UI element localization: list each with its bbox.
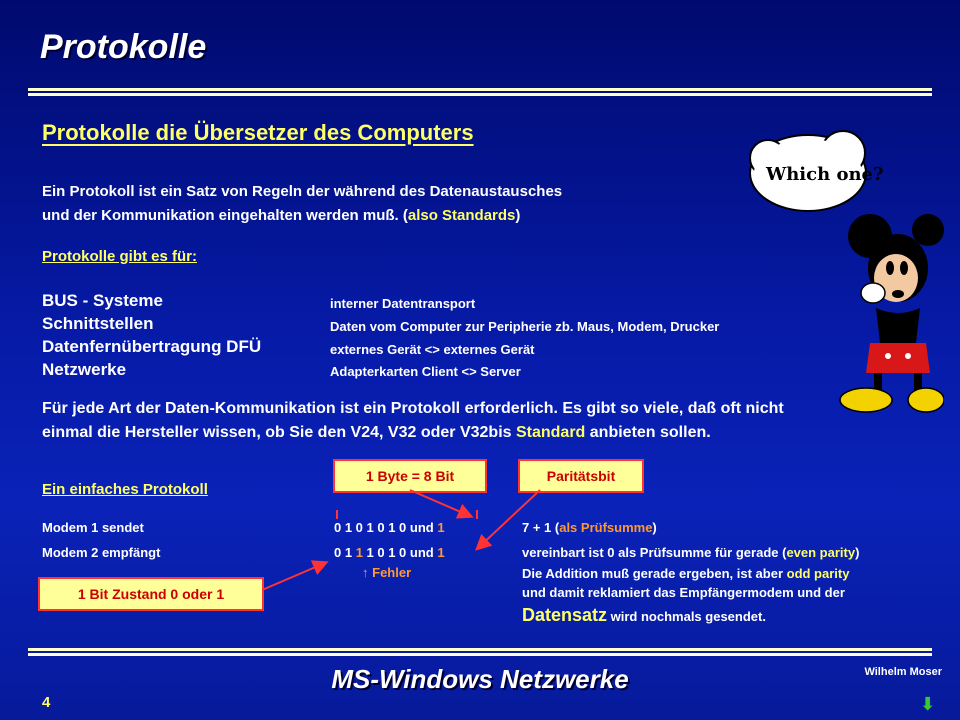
modem1-bits: 0 1 0 1 0 1 0 und 1 <box>334 520 445 535</box>
desc-schnittstellen: Daten vom Computer zur Peripherie zb. Maus, Modem, Drucker <box>330 319 720 334</box>
shoe <box>908 388 944 412</box>
footer-title: MS-Windows Netzwerke <box>331 664 629 694</box>
section-heading: Protokolle die Übersetzer des Computers <box>42 120 474 145</box>
cloud-text: Which one? <box>766 164 884 185</box>
intro-line-2: und der Kommunikation eingehalten werden muß. (also Standards) <box>42 207 521 224</box>
bit-callout: 1 Bit Zustand 0 oder 1 <box>38 577 264 611</box>
author-name: Wilhelm Moser <box>864 666 942 678</box>
next-arrow-icon[interactable]: ⬇ <box>920 694 936 714</box>
bit-arrow <box>262 563 325 590</box>
term-schnittstellen: Schnittstellen <box>42 314 154 333</box>
modem1-note: 7 + 1 (als Prüfsumme) <box>522 520 657 535</box>
button <box>885 353 891 359</box>
modem2-bits: 0 1 1 1 0 1 0 und 1 <box>334 545 445 560</box>
desc-dfue: externes Gerät <> externes Gerät <box>330 342 535 357</box>
protocols-for-heading: Protokolle gibt es für: <box>42 248 198 265</box>
modem2-label: Modem 2 empfängt <box>42 545 161 560</box>
modem1-label: Modem 1 sendet <box>42 520 144 535</box>
modem2-note: vereinbart ist 0 als Prüfsumme für gerade (even parity) <box>522 545 860 560</box>
mouse-illustration <box>748 118 944 418</box>
term-netzwerke: Netzwerke <box>42 360 127 379</box>
torso <box>876 308 920 348</box>
note-line-5: Datensatz wird nochmals gesendet. <box>522 605 766 625</box>
parity-arrow <box>478 490 540 548</box>
para2-line-1: Für jede Art der Daten-Kommunikation ist ein Protokoll erforderlich. Es gibt so viele, daß oft nicht <box>42 400 784 417</box>
eye <box>900 261 908 275</box>
byte-callout: 1 Byte = 8 Bit <box>333 459 487 493</box>
button <box>905 353 911 359</box>
shoe <box>840 388 892 412</box>
desc-bus: interner Datentransport <box>330 296 476 311</box>
byte-arrow <box>410 490 470 516</box>
simple-protocol-heading: Ein einfaches Protokoll <box>42 481 208 498</box>
bottom-divider <box>28 648 932 656</box>
intro-line-1: Ein Protokoll ist ein Satz von Regeln der während des Datenaustausches <box>42 183 563 200</box>
para2-line-2: einmal die Hersteller wissen, ob Sie den V24, V32 oder V32bis Standard anbieten sollen. <box>42 424 711 441</box>
up-arrow-icon: ↑ <box>362 565 369 580</box>
term-bus: BUS - Systeme <box>42 291 163 310</box>
term-dfue: Datenfernübertragung DFÜ <box>42 337 262 356</box>
note-line-4: und damit reklamiert das Empfängermodem und der <box>522 585 845 600</box>
note-line-3: Die Addition muß gerade ergeben, ist aber odd parity <box>522 566 850 581</box>
speech-cloud <box>750 131 884 211</box>
slide-title: Protokolle <box>40 28 207 66</box>
fehler-label: ↑ Fehler <box>362 565 412 580</box>
eye <box>886 261 894 275</box>
parity-callout: Paritätsbit <box>518 459 644 493</box>
nose <box>892 290 904 298</box>
page-number: 4 <box>42 694 51 711</box>
desc-netzwerke: Adapterkarten Client <> Server <box>330 364 521 379</box>
right-ear <box>912 214 944 246</box>
glove-left <box>861 283 885 303</box>
shorts <box>866 343 930 373</box>
